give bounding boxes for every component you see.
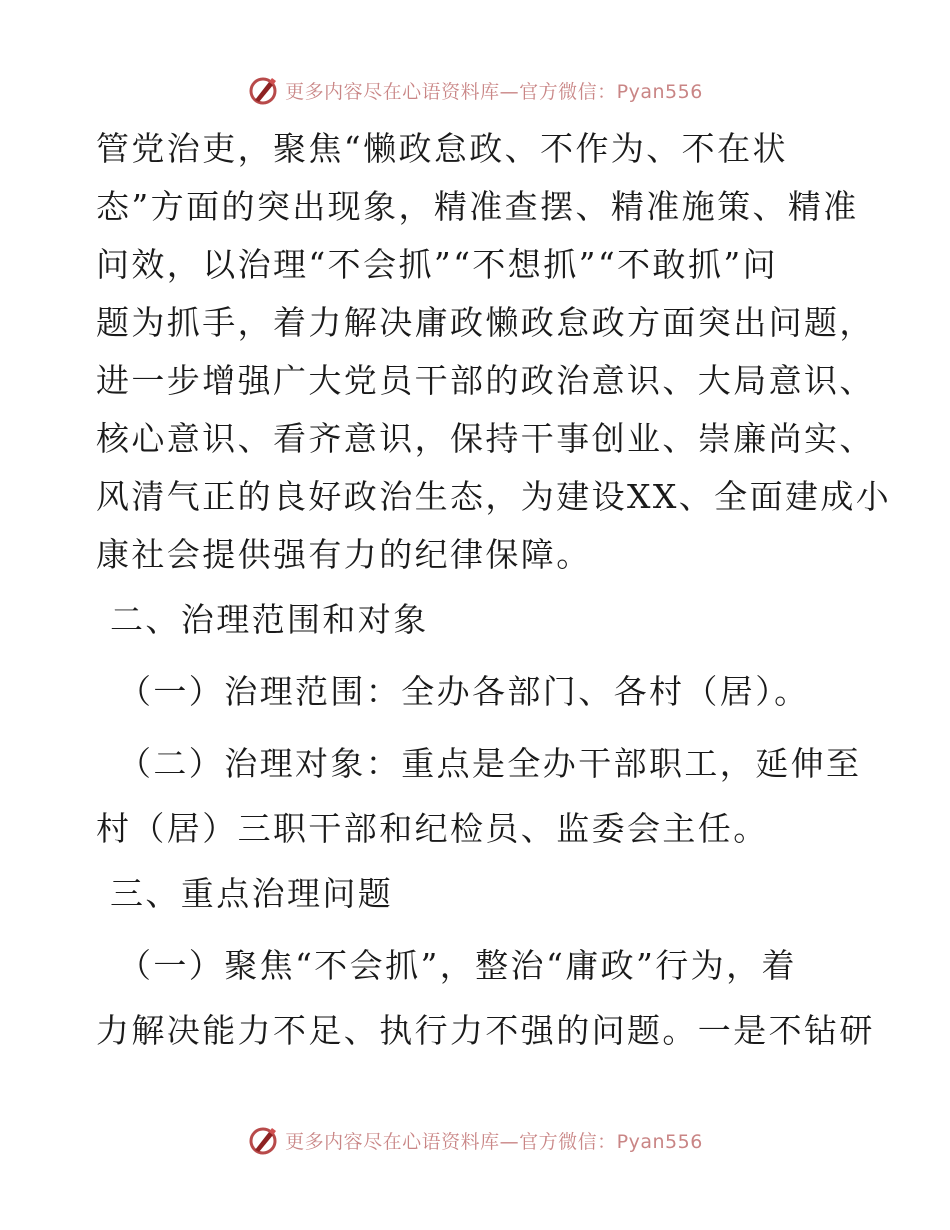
issue-item: （一）聚焦“不会抓”，整治“庸政”行为，着 — [118, 946, 797, 985]
paragraph-line: 态”方面的突出现象，精准查摆、精准施策、精准 — [96, 187, 859, 226]
paragraph-line: 核心意识、看齐意识，保持干事创业、崇廉尚实、 — [96, 419, 875, 458]
document-body — [96, 120, 892, 1060]
paragraph-line: 风清气正的良好政治生态，为建设XX、全面建成小 — [96, 477, 892, 516]
target-item: （二）治理对象：重点是全办干部职工，延伸至 — [118, 744, 862, 783]
pen-circle-logo-icon — [247, 1124, 279, 1156]
target-item-continued: 村（居）三职干部和纪检员、监委会主任。 — [96, 809, 769, 848]
paragraph-line: 题为抓手，着力解决庸政懒政怠政方面突出问题， — [96, 303, 875, 342]
header-watermark — [0, 70, 950, 110]
scope-item: （一）治理范围：全办各部门、各村（居）。 — [118, 672, 810, 711]
paragraph-line: 康社会提供强有力的纪律保障。 — [96, 535, 592, 574]
paragraph-line: 进一步增强广大党员干部的政治意识、大局意识、 — [96, 361, 875, 400]
paragraph-line: 管党治吏，聚焦“懒政怠政、不作为、不在状 — [96, 129, 788, 168]
section-heading-issues: 三、重点治理问题 — [110, 874, 394, 913]
section-heading-scope: 二、治理范围和对象 — [110, 600, 429, 639]
footer-watermark — [0, 1120, 950, 1160]
pen-circle-logo-icon — [247, 74, 279, 106]
watermark-text: 更多内容尽在心语资料库—官方微信：Pyan556 — [285, 1130, 703, 1153]
issue-item-continued: 力解决能力不足、执行力不强的问题。一是不钻研 — [96, 1011, 875, 1050]
watermark-text: 更多内容尽在心语资料库—官方微信：Pyan556 — [285, 80, 703, 103]
paragraph-line: 问效，以治理“不会抓”“不想抓”“不敢抓”问 — [96, 245, 779, 284]
